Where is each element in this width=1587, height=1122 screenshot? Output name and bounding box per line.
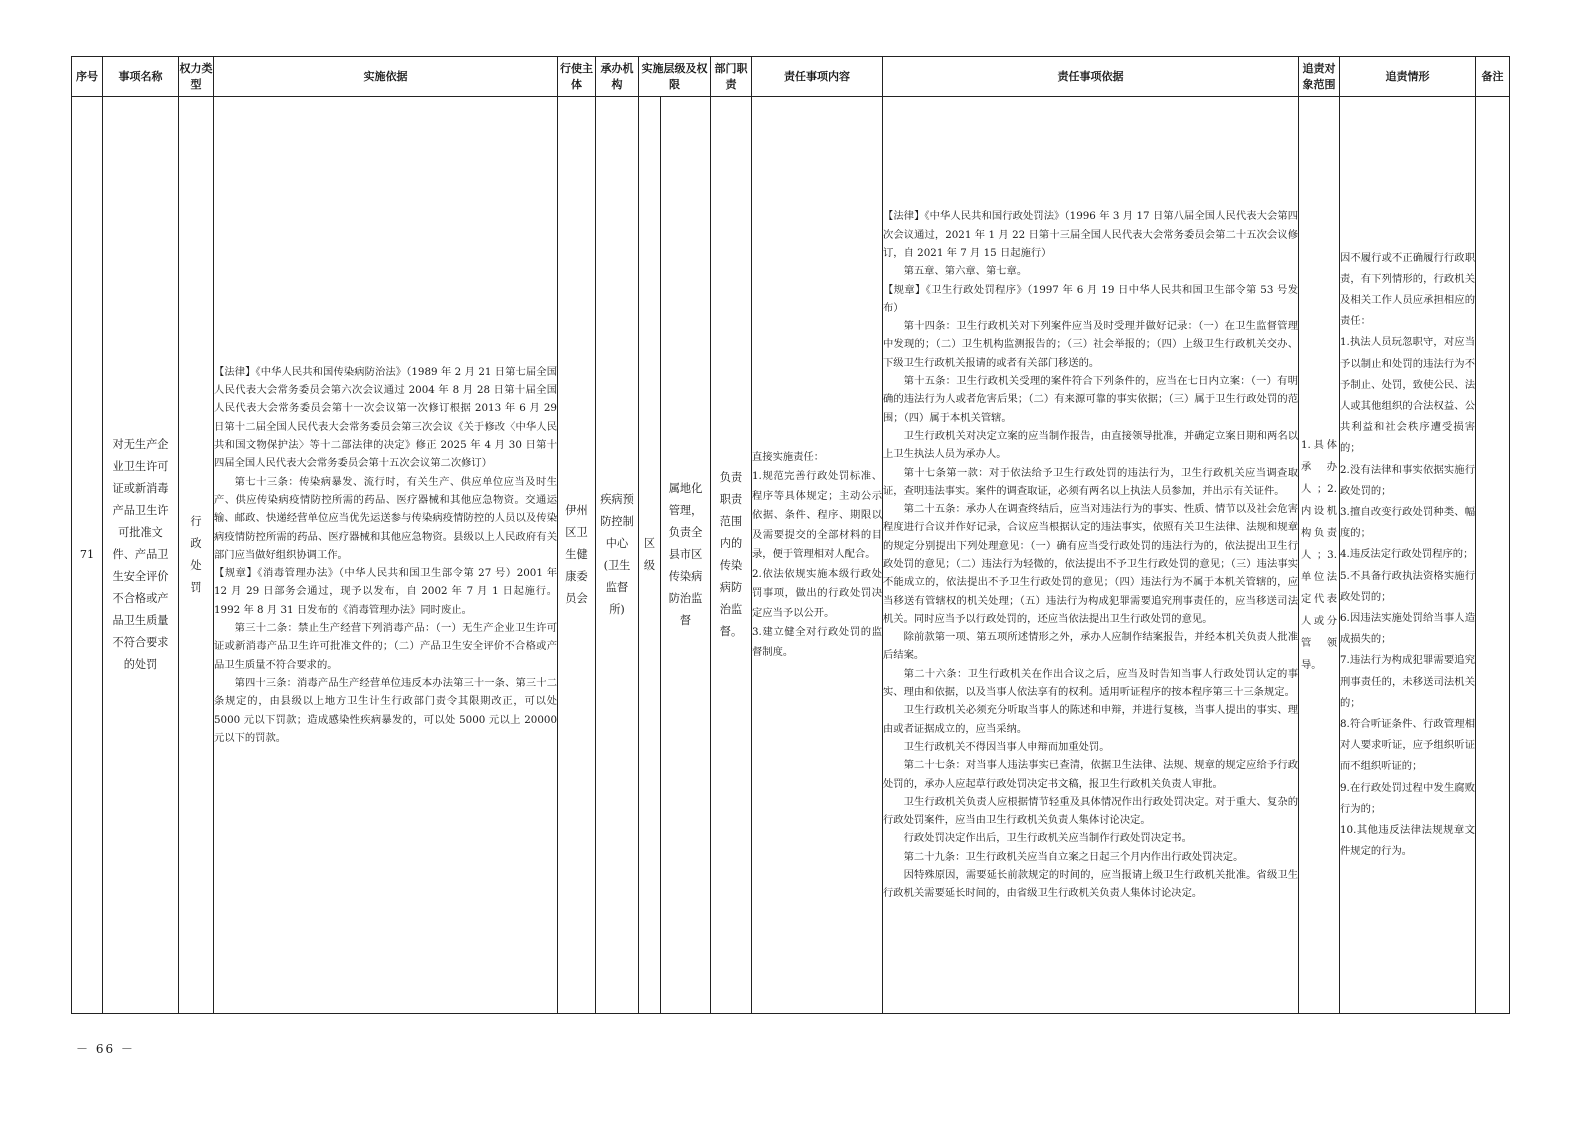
resp-basis-para: 第二十六条：卫生行政机关在作出合议之后，应当及时告知当事人行政处罚认定的事实、理由和依据，以及当事人依法享有的权利。适用听证程序的按本程序第三十三条规定。 <box>883 667 1298 699</box>
accountability-case: 1.执法人员玩忽职守，对应当予以制止和处罚的违法行为不予制止、处罚，致使公民、法人或其他组织的合法权益、公共利益和社会秩序遭受损害的； <box>1340 336 1475 455</box>
header-level: 实施层级及权限 <box>639 57 711 97</box>
resp-basis-para: 第二十七条：对当事人违法事实已查清，依据卫生法律、法规、规章的规定应给予行政处罚的，承办人应起草行政处罚决定书文稿，报卫生行政机关负责人审批。 <box>883 759 1298 790</box>
basis-para: 【规章】《消毒管理办法》（中华人民共和国卫生部令第 27 号）2001 年 12 月 29 日部务会通过，现予以发布，自 2002 年 7 月 1 日起施行。1992 年 8 月 31 日发布的《消毒管理办法》同时废止。 <box>214 567 557 616</box>
basis-para: 第三十二条：禁止生产经营下列消毒产品：（一）无生产企业卫生许可证或新消毒产品卫生许可批准文件的；（二）产品卫生安全评价不合格或产品卫生质量不符合要求的。 <box>214 622 557 671</box>
cell-remark <box>1476 97 1510 1014</box>
accountability-case: 6.因违法实施处罚给当事人造成损失的； <box>1340 612 1475 646</box>
resp-content-para: 直接实施责任： <box>752 450 825 463</box>
resp-basis-para: 第五章、第六章、第七章。 <box>903 265 1028 278</box>
accountability-case: 7.违法行为构成犯罪需要追究刑事责任的，未移送司法机关的； <box>1340 654 1475 709</box>
page-number: － 66 － <box>76 1042 135 1056</box>
accountability-case: 2.没有法律和事实依据实施行政处罚的； <box>1340 463 1475 497</box>
header-power-type: 权力类型 <box>179 57 214 97</box>
resp-basis-para: 第十五条：卫生行政机关受理的案件符合下列条件的，应当在七日内立案：（一）有明确的违法行为人或者危害后果；（二）有来源可靠的事实依据；（三）属于卫生行政处罚的范围；（四）属于本机关管辖。 <box>883 375 1298 424</box>
header-seq: 序号 <box>72 57 103 97</box>
accountability-case: 因不履行或不正确履行行政职责，有下列情形的，行政机关及相关工作人员应承担相应的责任： <box>1340 251 1475 328</box>
cell-subject: 伊州区卫生健康委员会 <box>558 97 596 1014</box>
cell-seq: 71 <box>72 97 103 1014</box>
header-row <box>72 57 1510 97</box>
resp-basis-para: 卫生行政机关不得因当事人申辩而加重处罚。 <box>903 740 1110 753</box>
accountability-case: 9.在行政处罚过程中发生腐败行为的； <box>1340 781 1475 815</box>
basis-para: 第四十三条：消毒产品生产经营单位违反本办法第三十一条、第三十二条规定的，由县级以上地方卫生计生行政部门责令其限期改正，可以处 5000 元以下罚款；造成感染性疾病暴发的，可以处 5000 元以上 20000 元以下的罚款。 <box>214 676 557 744</box>
header-accountability-cases: 追责情形 <box>1340 57 1476 97</box>
resp-basis-para: 卫生行政机关负责人应根据情节轻重及具体情况作出行政处罚决定。对于重大、复杂的行政处罚案件，应当由卫生行政机关负责人集体讨论决定。 <box>883 795 1298 827</box>
resp-basis-para: 第二十九条：卫生行政机关应当自立案之日起三个月内作出行政处罚决定。 <box>903 850 1244 863</box>
resp-basis-para: 行政处罚决定作出后，卫生行政机关应当制作行政处罚决定书。 <box>903 832 1192 845</box>
table-row <box>72 97 1510 1014</box>
resp-content-para: 1.规范完善行政处罚标准、程序等具体规定；主动公示依据、条件、程序、期限以及需要提交的全部材料的目录，便于管理相对人配合。 <box>752 470 882 561</box>
resp-basis-para: 第二十五条：承办人在调查终结后，应当对违法行为的事实、性质、情节以及社会危害程度进行合议并作好记录，合议应当根据认定的违法事实，依照有关卫生法律、法规和规章的规定分别提出下列处理意见：（一）确有应当受行政处罚的违法行为的，依法提出卫生行政处罚的意见；（二）违法行为轻微的，依法提出不予卫生行政处罚的意见；（三）违法事实不能成立的，依法提出不予卫生行政处罚的意见；（四）违法行为不属于本机关管辖的，应当移送有管辖权的机关处理；（五）违法行为构成犯罪需要追究刑事责任的，应当移送司法机关。同时应当予以行政处罚的，还应当依法提出卫生行政处罚的意见。 <box>883 503 1298 625</box>
resp-basis-para: 卫生行政机关必须充分听取当事人的陈述和申辩，并进行复核，当事人提出的事实、理由或者证据成立的，应当采纳。 <box>883 704 1298 735</box>
header-subject: 行使主体 <box>558 57 596 97</box>
header-resp-basis: 责任事项依据 <box>883 57 1299 97</box>
resp-basis-para: 因特殊原因，需要延长前款规定的时间的，应当报请上级卫生行政机关批准。省级卫生行政机关需要延长时间的，由省级卫生行政机关负责人集体讨论决定。 <box>883 869 1298 900</box>
resp-content-para: 3.建立健全对行政处罚的监督制度。 <box>752 626 882 658</box>
accountability-case: 8.符合听证条件、行政管理相对人要求听证，应予组织听证而不组织听证的； <box>1340 718 1475 773</box>
cell-resp-basis <box>883 97 1299 1014</box>
cell-accountability-cases <box>1340 97 1476 1014</box>
cell-resp-content <box>752 97 883 1014</box>
header-dept-duty: 部门职责 <box>711 57 752 97</box>
header-basis: 实施依据 <box>214 57 558 97</box>
resp-basis-para: 【法律】《中华人民共和国行政处罚法》（1996 年 3 月 17 日第八届全国人民代表大会第四次会议通过，2021 年 1 月 22 日第十三届全国人民代表大会常务委员会第二十五次会议修订，自 2021 年 7 月 15 日起施行） <box>883 210 1298 259</box>
header-remark: 备注 <box>1476 57 1510 97</box>
accountability-case: 4.违反法定行政处罚程序的； <box>1340 548 1474 561</box>
cell-handler: 疾病预防控制中心(卫生监督所) <box>596 97 639 1014</box>
accountability-case: 10.其他违反法律法规规章文件规定的行为。 <box>1340 824 1475 858</box>
cell-basis <box>214 97 558 1014</box>
cell-dept-duty: 负责职责范围内的传染病防治监督。 <box>711 97 752 1014</box>
accountability-case: 3.擅自改变行政处罚种类、幅度的； <box>1340 505 1475 540</box>
basis-para: 【法律】《中华人民共和国传染病防治法》（1989 年 2 月 21 日第七届全国人民代表大会常务委员会第六次会议通过 2004 年 8 月 28 日第十届全国人民代表大会常务委员会第十一次会议第一次修订根据 2013 年 6 月 29 日第十二届全国人民代表大会常务委员会第三次会议《关于修改〈中华人民共和国文物保护法〉等十二部法律的决定》修正 2025 年 4 月 30 日第十四届全国人民代表大会常务委员会第十五次会议第二次修订） <box>214 365 557 470</box>
cell-accountability-scope: 1.具体承办人；2.内设机构负责人；3.单位法定代表人或分管领导。 <box>1299 97 1340 1014</box>
resp-basis-para: 除前款第一项、第五项所述情形之外，承办人应制作结案报告，并经本机关负责人批准后结案。 <box>883 631 1298 662</box>
header-name: 事项名称 <box>103 57 179 97</box>
header-accountability-scope: 追责对象范围 <box>1299 57 1340 97</box>
resp-basis-para: 【规章】《卫生行政处罚程序》（1997 年 6 月 19 日中华人民共和国卫生部令第 53 号发布） <box>883 283 1298 314</box>
cell-power-type: 行政处罚 <box>179 97 214 1014</box>
resp-content-para: 2.依法依规实施本级行政处罚事项，做出的行政处罚决定应当予以公开。 <box>752 567 882 619</box>
responsibility-table <box>71 56 1510 1014</box>
resp-basis-para: 卫生行政机关对决定立案的应当制作报告，由直接领导批准，并确定立案日期和两名以上卫生执法人员为承办人。 <box>883 429 1298 461</box>
cell-item-name: 对无生产企业卫生许可证或新消毒产品卫生许可批准文件、产品卫生安全评价不合格或产品卫生质量不符合要求的处罚 <box>103 97 179 1014</box>
basis-para: 第七十三条：传染病暴发、流行时，有关生产、供应单位应当及时生产、供应传染病疫情防控所需的药品、医疗器械和其他应急物资。交通运输、邮政、快递经营单位应当优先运送参与传染病疫情防控的人员以及传染病疫情防控所需的药品、医疗器械和其他应急物资。县级以上人民政府有关部门应当做好组织协调工作。 <box>214 475 557 561</box>
cell-level-b: 属地化管理，负责全县市区传染病防治监督 <box>661 97 711 1014</box>
cell-level-a: 区级 <box>639 97 661 1014</box>
resp-basis-para: 第十四条：卫生行政机关对下列案件应当及时受理并做好记录：（一）在卫生监督管理中发现的；（二）卫生机构监测报告的；（三）社会举报的；（四）上级卫生行政机关交办、下级卫生行政机关报请的或者有关部门移送的。 <box>883 320 1298 369</box>
header-resp-content: 责任事项内容 <box>752 57 883 97</box>
resp-basis-para: 第十七条第一款：对于依法给予卫生行政处罚的违法行为，卫生行政机关应当调查取证，查明违法事实。案件的调查取证，必须有两名以上执法人员参加，并出示有关证件。 <box>883 466 1298 497</box>
header-handler: 承办机构 <box>596 57 639 97</box>
accountability-case: 5.不具备行政执法资格实施行政处罚的； <box>1340 569 1475 603</box>
